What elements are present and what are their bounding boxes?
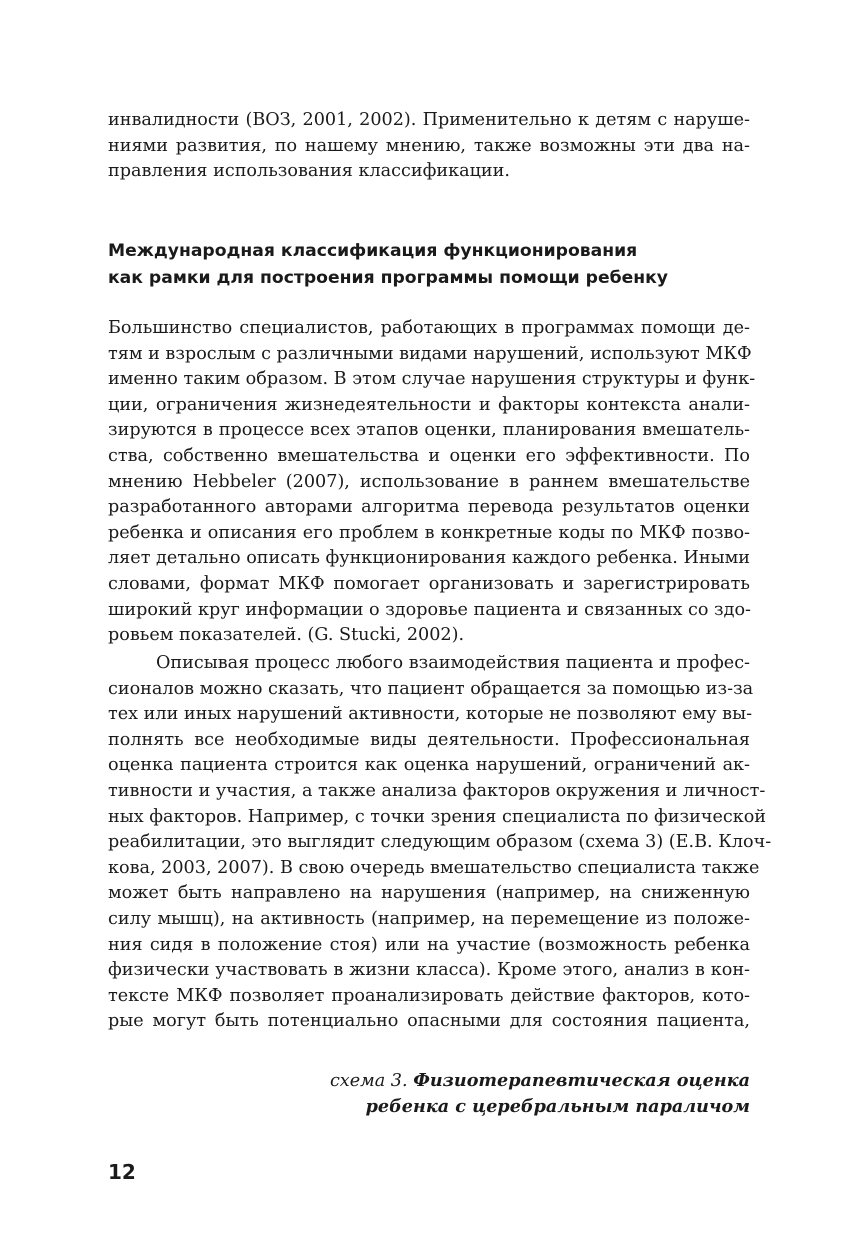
heading-line: как рамки для построения программы помощи ребенку — [108, 268, 669, 288]
text-line: сионалов можно сказать, что пациент обращается за помощью из-за — [108, 678, 754, 699]
text-line: Описывая процесс любого взаимодействия пациента и профес- — [156, 653, 750, 673]
text-line: ства, собственно вмешательства и оценки его эффективности. По — [108, 445, 750, 466]
text-line: ния сидя в положение стоя) или на участие (возможность ребенка — [108, 934, 750, 955]
text-line: рые могут быть потенциально опасными для состояния пациента, — [108, 1011, 750, 1032]
text-line: разработанного авторами алгоритма перевода результатов оценки — [108, 497, 750, 518]
text-line: ниями развития, по нашему мнению, также возможны эти два на- — [108, 135, 750, 156]
intro-paragraph — [108, 108, 750, 185]
text-line: зируются в процессе всех этапов оценки, планирования вмешатель- — [108, 420, 750, 441]
text-line: кова, 2003, 2007). В свою очередь вмешательство специалиста также — [108, 857, 760, 878]
paragraph-2 — [108, 651, 772, 1035]
text-line: ных факторов. Например, с точки зрения специалиста по физической — [108, 806, 767, 827]
text-line: тех или иных нарушений активности, которые не позволяют ему вы- — [108, 704, 753, 725]
text-line: широкий круг информации о здоровье пациента и связанных со здо- — [108, 599, 752, 620]
caption-line-1 — [250, 1068, 750, 1094]
text-line: тексте МКФ позволяет проанализировать действие факторов, кото- — [108, 985, 750, 1006]
text-line: оценка пациента строится как оценка нарушений, ограничений ак- — [108, 755, 750, 776]
caption-title-part-2: ребенка с церебральным параличом — [365, 1096, 750, 1117]
caption-label: схема 3. — [329, 1071, 414, 1091]
text-line: словами, формат МКФ помогает организовать и зарегистрировать — [108, 573, 750, 594]
text-line: тям и взрослым с различными видами нарушений, используют МКФ — [108, 343, 752, 364]
text-line: именно таким образом. В этом случае нарушения структуры и функ- — [108, 369, 756, 390]
page-number: 12 — [108, 1160, 136, 1184]
text-line: полнять все необходимые виды деятельности. Профессиональная — [108, 729, 750, 750]
text-line: может быть направлено на нарушения (например, на сниженную — [108, 883, 750, 904]
text-line: физически участвовать в жизни класса). Кроме этого, анализ в кон- — [108, 960, 750, 981]
paragraph-1 — [108, 316, 756, 649]
heading-line: Международная классификация функционирования — [108, 241, 638, 261]
text-line: ляет детально описать функционирования каждого ребенка. Иными — [108, 548, 750, 569]
text-line: ребенка и описания его проблем в конкретные коды по МКФ позво- — [108, 522, 750, 543]
caption-title-part-1: Физиотерапевтическая оценка — [413, 1070, 750, 1091]
text-line: Большинство специалистов, работающих в программах помощи де- — [108, 318, 750, 338]
text-line: ции, ограничения жизнедеятельности и факторы контекста анали- — [108, 394, 750, 415]
text-line: инвалидности (ВОЗ, 2001, 2002). Применительно к детям с наруше- — [108, 110, 750, 130]
section-heading — [108, 238, 750, 292]
text-line: правления использования классификации. — [108, 161, 510, 182]
text-line: силу мышц), на активность (например, на перемещение из положе- — [108, 908, 750, 929]
text-line: тивности и участия, а также анализа факторов окружения и личност- — [108, 780, 766, 801]
figure-caption — [250, 1068, 750, 1120]
text-line: реабилитации, это выглядит следующим образом (схема 3) (Е.В. Клоч- — [108, 832, 772, 853]
text-line: мнению Hebbeler (2007), использование в раннем вмешательстве — [108, 471, 750, 492]
text-line: ровьем показателей. (G. Stucki, 2002). — [108, 625, 465, 646]
